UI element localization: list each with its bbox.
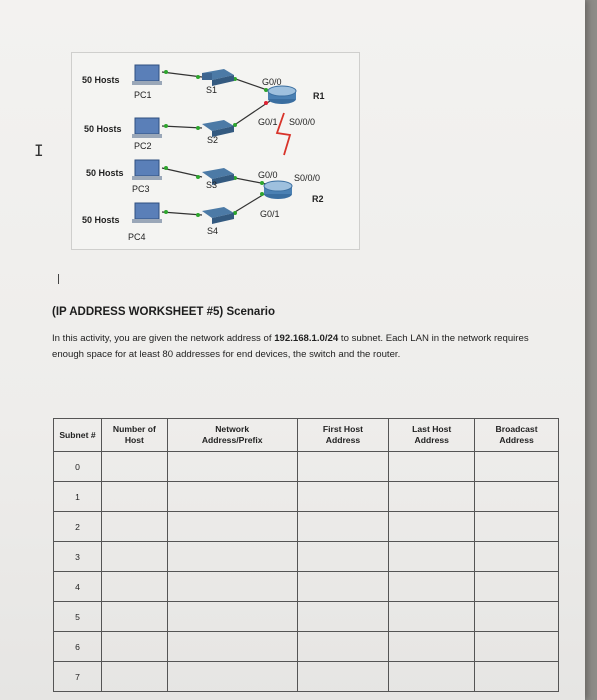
network-cell[interactable] [167, 662, 297, 692]
pc3-icon [132, 160, 162, 180]
hosts-cell[interactable] [101, 452, 167, 482]
r1-g00-label: G0/0 [262, 77, 282, 87]
r2-g01-label: G0/1 [260, 209, 280, 219]
r1-g01-label: G0/1 [258, 117, 278, 127]
network-cell[interactable] [167, 482, 297, 512]
s2-label: S2 [207, 135, 219, 145]
hosts-cell[interactable] [101, 572, 167, 602]
first-host-cell[interactable] [297, 572, 389, 602]
col-subnet-header: Subnet # [54, 419, 102, 452]
broadcast-cell[interactable] [475, 572, 559, 602]
subnet-number: 7 [54, 662, 102, 692]
table-row [54, 602, 559, 632]
network-cell[interactable] [167, 572, 297, 602]
scenario-heading: (IP ADDRESS WORKSHEET #5) Scenario [52, 306, 276, 318]
r1-s000-label: S0/0/0 [289, 117, 316, 127]
pc3-hosts-label: 50 Hosts [86, 168, 124, 178]
hosts-cell[interactable] [101, 512, 167, 542]
broadcast-cell[interactable] [475, 662, 559, 692]
subnet-number: 4 [54, 572, 102, 602]
table-row [54, 512, 559, 542]
last-host-cell[interactable] [389, 512, 475, 542]
intro-text-pre: In this activity, you are given the network address of [52, 333, 275, 344]
intro-text-post: to subnet. Each LAN in the network requires enough space for at least 80 addresses for end devices, the switch and the router. [52, 333, 529, 360]
table-row [54, 452, 559, 482]
pc4-hosts-label: 50 Hosts [82, 215, 120, 225]
hosts-cell[interactable] [101, 542, 167, 572]
first-host-cell[interactable] [297, 482, 389, 512]
ip-address-worksheet-table [53, 418, 559, 692]
r2-label: R2 [312, 194, 324, 204]
first-host-cell[interactable] [297, 452, 389, 482]
table-row [54, 542, 559, 572]
caret-mark [58, 274, 59, 284]
col-last-host-header: Last Host Address [389, 419, 475, 452]
r2-s000-label: S0/0/0 [294, 173, 321, 183]
pc2-label: PC2 [134, 141, 152, 151]
s3-label: S3 [206, 180, 218, 190]
broadcast-cell[interactable] [475, 482, 559, 512]
pc3-label: PC3 [132, 184, 150, 194]
network-cell[interactable] [167, 602, 297, 632]
first-host-cell[interactable] [297, 662, 389, 692]
hosts-cell[interactable] [101, 662, 167, 692]
first-host-cell[interactable] [297, 602, 389, 632]
hosts-cell[interactable] [101, 602, 167, 632]
last-host-cell[interactable] [389, 662, 475, 692]
network-cell[interactable] [167, 542, 297, 572]
last-host-cell[interactable] [389, 572, 475, 602]
network-address: 192.168.1.0/24 [274, 333, 339, 344]
network-topology-diagram [71, 52, 360, 250]
table-header-row [54, 419, 559, 452]
r2-g00-label: G0/0 [258, 170, 278, 180]
broadcast-cell[interactable] [475, 512, 559, 542]
subnet-number: 2 [54, 512, 102, 542]
pc4-icon [132, 203, 162, 223]
first-host-cell[interactable] [297, 542, 389, 572]
pc1-hosts-label: 50 Hosts [82, 75, 120, 85]
router-r2-icon [264, 181, 292, 199]
last-host-cell[interactable] [389, 602, 475, 632]
broadcast-cell[interactable] [475, 632, 559, 662]
network-cell[interactable] [167, 512, 297, 542]
pc4-label: PC4 [128, 232, 146, 242]
subnet-number: 3 [54, 542, 102, 572]
pc2-hosts-label: 50 Hosts [84, 124, 122, 134]
last-host-cell[interactable] [389, 482, 475, 512]
subnet-number: 6 [54, 632, 102, 662]
network-cell[interactable] [167, 452, 297, 482]
last-host-cell[interactable] [389, 632, 475, 662]
table-row [54, 632, 559, 662]
network-cell[interactable] [167, 632, 297, 662]
text-cursor-icon: I [34, 141, 44, 160]
scenario-intro [52, 331, 532, 363]
col-hosts-header: Number of Host [101, 419, 167, 452]
table-row [54, 572, 559, 602]
switch-s1-icon [202, 69, 234, 86]
pc2-icon [132, 118, 162, 138]
hosts-cell[interactable] [101, 482, 167, 512]
broadcast-cell[interactable] [475, 542, 559, 572]
subnet-number: 1 [54, 482, 102, 512]
broadcast-cell[interactable] [475, 452, 559, 482]
s1-label: S1 [206, 85, 218, 95]
table-row [54, 662, 559, 692]
first-host-cell[interactable] [297, 512, 389, 542]
col-network-header: Network Address/Prefix [167, 419, 297, 452]
r1-label: R1 [313, 91, 325, 101]
table-row [54, 482, 559, 512]
hosts-cell[interactable] [101, 632, 167, 662]
subnet-number: 5 [54, 602, 102, 632]
last-host-cell[interactable] [389, 452, 475, 482]
pc1-label: PC1 [134, 90, 152, 100]
subnet-number: 0 [54, 452, 102, 482]
broadcast-cell[interactable] [475, 602, 559, 632]
col-broadcast-header: Broadcast Address [475, 419, 559, 452]
last-host-cell[interactable] [389, 542, 475, 572]
first-host-cell[interactable] [297, 632, 389, 662]
router-r1-icon [268, 86, 296, 104]
col-first-host-header: First Host Address [297, 419, 389, 452]
s4-label: S4 [207, 226, 219, 236]
switch-s4-icon [202, 207, 234, 224]
pc1-icon [132, 65, 162, 85]
